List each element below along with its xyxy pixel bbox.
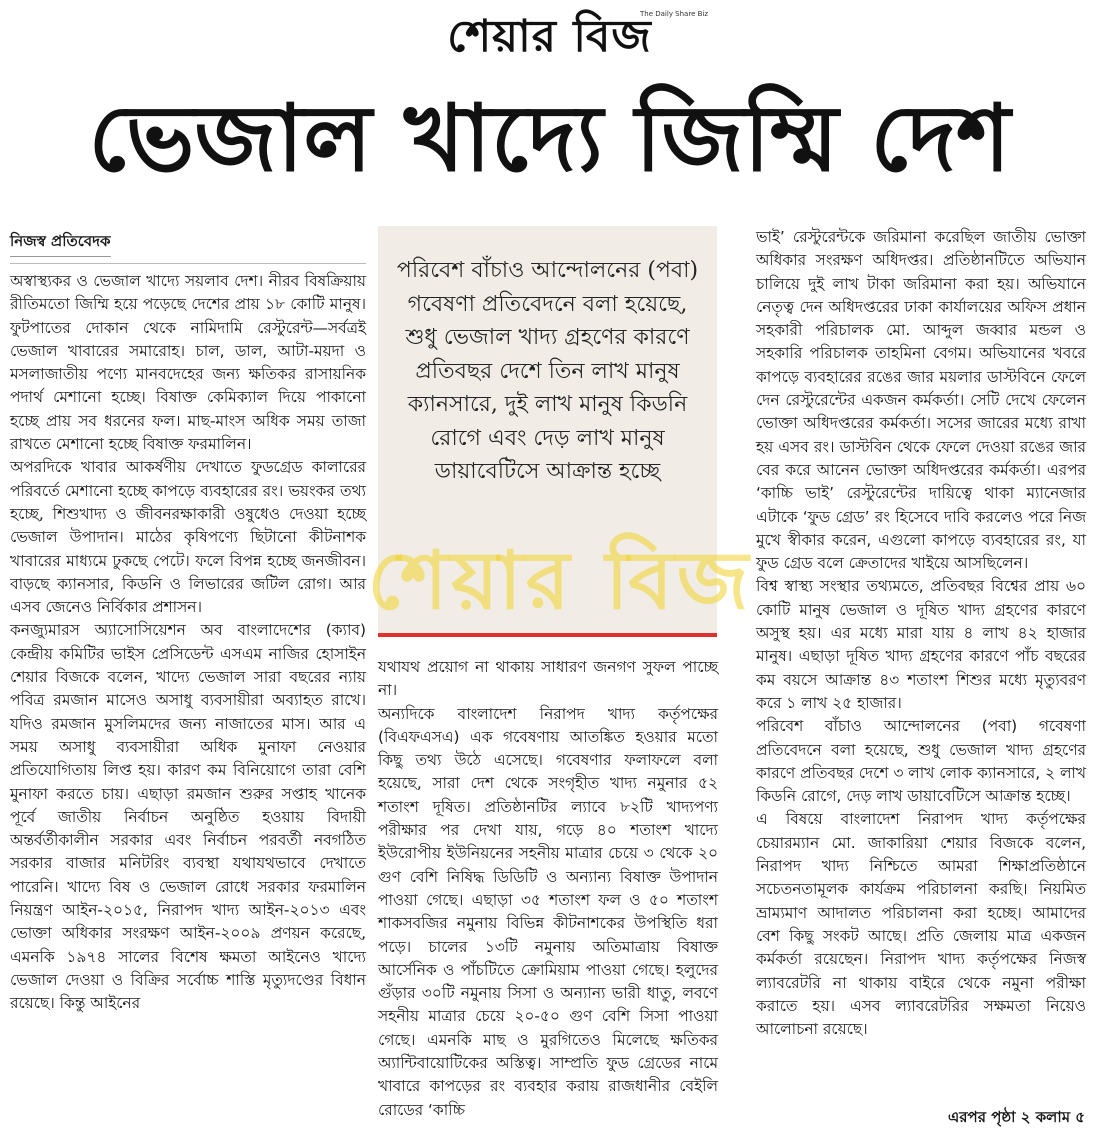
article-column-3	[756, 226, 1086, 1041]
paragraph: যথাযথ প্রয়োগ না থাকায় সাধারণ জনগণ সুফল পাচ্ছে না।	[378, 658, 718, 700]
pull-quote-box	[378, 226, 717, 634]
article-column-1	[10, 230, 366, 1016]
paragraph: পরিবেশ বাঁচাও আন্দোলনের (পবা) গবেষণা প্রতিবেদনে বলা হয়েছে, শুধু ভেজাল খাদ্য গ্রহণের কারণে প্রতিবছর দেশে ৩ লাখ লোক ক্যানসারে, ২ লাখ কিডনি রোগে, দেড় লাখ ডায়াবেটিসে আক্রান্ত হচ্ছে।	[756, 717, 1086, 806]
article-column-2	[378, 656, 718, 1122]
masthead-logo: শেয়ার বিজ	[447, 11, 652, 62]
paragraph: অন্যদিকে বাংলাদেশ নিরাপদ খাদ্য কর্তৃপক্ষের (বিএফএসএ) এক গবেষণায় আতঙ্কিত হওয়ার মতো কিছু তথ্য উঠে এসেছে। গবেষণার ফলাফলে বলা হয়েছে, সারা দেশ থেকে সংগৃহীত খাদ্য নমুনার ৫২ শতাংশ দূষিত। প্রতিষ্ঠানটির ল্যাবে ৮২টি খাদ্যপণ্য পরীক্ষার পর দেখা যায়, গড়ে ৪০ শতাংশ খাদ্যে ইউরোপীয় ইউনিয়নের সহনীয় মাত্রার চেয়ে ৩ থেকে ২০ গুণ বেশি নিষিদ্ধ ডিডিটি ও অন্যান্য বিষাক্ত উপাদান পাওয়া গেছে। এছাড়া ৩৫ শতাংশ ফল ও ৫০ শতাংশ শাকসবজির নমুনায় বিভিন্ন কীটনাশকের উপস্থিতি ধরা পড়ে। চালের ১৩টি নমুনায় অতিমাত্রায় বিষাক্ত আর্সেনিক ও পাঁচটিতে ক্রোমিয়াম পাওয়া গেছে। হলুদের গুঁড়ার ৩০টি নমুনায় সিসা ও অন্যান্য ভারী ধাতু, লবণে সহনীয় মাত্রার চেয়ে ২০-৫০ গুণ বেশি সিসা পাওয়া গেছে। এমনকি মাছ ও মুরগিতেও মিলেছে ক্ষতিকর অ্যান্টিবায়োটিকের অস্তিত্ব। সাম্প্রতি ফুড গ্রেডের নামে খাবারে কাপড়ের রং ব্যবহার করায় রাজধানীর বেইলি রোডের ‘কাচ্চি	[378, 704, 718, 1119]
paragraph: অপরদিকে খাবার আকর্ষণীয় দেখাতে ফুডগ্রেড কালারের পরিবর্তে মেশানো হচ্ছে কাপড়ে ব্যবহারের রং। ভয়ংকর তথ্য হচ্ছে, শিশুখাদ্য ও জীবনরক্ষাকারী ওষুধেও দেওয়া হচ্ছে ভেজাল উপাদান। মাঠের কৃষিপণ্যে ছিটানো কীটনাশক খাবারের মাধ্যমে ঢুকছে পেটে। ফলে বিপন্ন হচ্ছে জনজীবন। বাড়ছে ক্যানসার, কিডনি ও লিভারের জটিল রোগ। আর এসব জেনেও নির্বিকার প্রশাসন।	[10, 458, 366, 617]
watermark-logo: শেয়ার বিজ	[367, 533, 753, 627]
continuation-note: এরপর পৃষ্ঠা ২ কলাম ৫	[947, 1108, 1085, 1126]
paragraph: অস্বাস্থ্যকর ও ভেজাল খাদ্যে সয়লাব দেশ। নীরব বিষক্রিয়ায় রীতিমতো জিম্মি হয়ে পড়েছে দেশের প্রায় ১৮ কোটি মানুষ। ফুটপাতের দোকান থেকে নামিদামি রেস্টুরেন্ট—সর্বত্রই ভেজাল খাবারের সমারোহ। চাল, ডাল, আটা-ময়দা ও মসলাজাতীয় পণ্যে মানবদেহের জন্য ক্ষতিকর রাসায়নিক পদার্থ মেশানো হচ্ছে। বিষাক্ত কেমিক্যাল দিয়ে পাকানো হচ্ছে প্রায় সব ধরনের ফল। মাছ-মাংস অধিক সময় তাজা রাখতে মেশানো হচ্ছে বিষাক্ত ফরমালিন।	[10, 272, 366, 454]
byline: নিজস্ব প্রতিবেদক	[10, 230, 111, 257]
paragraph: এ বিষয়ে বাংলাদেশ নিরাপদ খাদ্য কর্তৃপক্ষের চেয়ারম্যান মো. জাকারিয়া শেয়ার বিজকে বলেন, নিরাপদ খাদ্য নিশ্চিতে আমরা শিক্ষাপ্রতিষ্ঠানে সচেতনতামূলক কার্যক্রম পরিচালনা করছি। নিয়মিত ভ্রাম্যমাণ আদালত পরিচালনা করা হচ্ছে। আমাদের বেশ কিছু সংকট আছে। প্রতি জেলায় মাত্র একজন কর্মকর্তা রয়েছেন। নিরাপদ খাদ্য কর্তৃপক্ষের নিজস্ব ল্যাবরেটরি না থাকায় বাইরে থেকে নমুনা পরীক্ষা করাতে হয়। এসব ল্যাবরেটরির সক্ষমতা নিয়েও আলোচনা রয়েছে।	[756, 810, 1086, 1039]
pull-quote-text: পরিবেশ বাঁচাও আন্দোলনের (পবা) গবেষণা প্রতিবেদনে বলা হয়েছে, শুধু ভেজাল খাদ্য গ্রহণের কারণে প্রতিবছর দেশে তিন লাখ মানুষ ক্যানসারে, দুই লাখ মানুষ কিডনি রোগে এবং দেড় লাখ মানুষ ডায়াবেটিসে আক্রান্ত হচ্ছে	[396, 258, 699, 484]
masthead-tagline: The Daily Share Biz	[640, 10, 709, 18]
byline-row	[10, 230, 366, 264]
pull-quote-rule	[378, 633, 717, 637]
headline: ভেজাল খাদ্যে জিম্মি দেশ	[88, 84, 1011, 192]
paragraph: কনজ্যুমারস অ্যাসোসিয়েশন অব বাংলাদেশের (ক্যাব) কেন্দ্রীয় কমিটির ভাইস প্রেসিডেন্ট এসএম নাজির হোসাইন শেয়ার বিজকে বলেন, খাদ্যে ভেজাল সারা বছরের ন্যায় পবিত্র রমজান মাসেও অসাধু ব্যবসায়ীরা অব্যাহত রাখে। যদিও রমজান মুসলিমদের জন্য নাজাতের মাস। আর এ সময় অসাধু ব্যবসায়ীরা অধিক মুনাফা নেওয়ার প্রতিযোগিতায় লিপ্ত হয়। কারণ কম বিনিয়োগে তারা বেশি মুনাফা করতে চায়। এছাড়া রমজান শুরুর সপ্তাহ খানেক পূর্বে জাতীয় নির্বাচন অনুষ্ঠিত হওয়ায় বিদায়ী অন্তর্বর্তীকালীন সরকার এবং নির্বাচন পরবর্তী নবগঠিত সরকার বাজার মনিটরিং ব্যবস্থা যথাযথভাবে দেখাতে পারেনি। খাদ্যে বিষ ও ভেজাল রোধে সরকার ফরমালিন নিয়ন্ত্রণ আইন-২০১৫, নিরাপদ খাদ্য আইন-২০১৩ এবং ভোক্তা অধিকার সংরক্ষণ আইন-২০০৯ প্রণয়ন করেছে, এমনকি ১৯৭৪ সালের বিশেষ ক্ষমতা আইনেও খাদ্যে ভেজাল দেওয়া ও বিক্রির সর্বোচ্চ শাস্তি মৃত্যুদণ্ডের বিধান রয়েছে। কিন্তু আইনের	[10, 621, 366, 1013]
paragraph: বিশ্ব স্বাস্থ্য সংস্থার তথ্যমতে, প্রতিবছর বিশ্বের প্রায় ৬০ কোটি মানুষ ভেজাল ও দূষিত খাদ্য গ্রহণের কারণে অসুস্থ হয়। এর মধ্যে মারা যায় ৪ লাখ ৪২ হাজার মানুষ। এছাড়া দূষিত খাদ্য গ্রহণের কারণে পাঁচ বছরের কম বয়সে আক্রান্ত ৪৩ শতাংশ শিশুর মধ্যে মৃত্যুবরণ করে ১ লাখ ২৫ হাজার।	[756, 577, 1086, 712]
masthead	[0, 8, 1099, 70]
paragraph: ভাই’ রেস্টুরেন্টকে জরিমানা করেছিল জাতীয় ভোক্তা অধিকার সংরক্ষণ অধিদপ্তর। প্রতিষ্ঠানটিতে অভিযান চালিয়ে দুই লাখ টাকা জরিমানা করা হয়। অভিযানে নেতৃত্ব দেন অধিদপ্তরের ঢাকা কার্যালয়ের অফিস প্রধান সহকারী পরিচালক মো. আব্দুল জব্বার মন্ডল ও সহকারি পরিচালক তাহমিনা বেগম। অভিযানের খবরে কাপড়ে ব্যবহারের রঙের জার ময়লার ডাস্টবিনে ফেলে দেন রেস্টুরেন্টের একজন কর্মকর্তা। সেটি দেখে ফেলেন ভোক্তা অধিদপ্তরের কর্মকর্তা। সসের জারের মধ্যে রাখা হয় এসব রং। ডাস্টবিন থেকে ফেলে দেওয়া রঙের জার বের করে আনেন ভোক্তা অধিদপ্তরের কর্মকর্তা। এরপর ‘কাচ্চি ভাই’ রেস্টুরেন্টের দায়িত্বে থাকা ম্যানেজার এটাকে ‘ফুড গ্রেড’ রং হিসেবে দাবি করলেও পরে নিজ মুখে স্বীকার করেন, এগুলো কাপড়ে ব্যবহারের রং, যা ফুড গ্রেড বলে ক্রেতাদের খাইয়ে আসছিলেন।	[756, 228, 1086, 573]
